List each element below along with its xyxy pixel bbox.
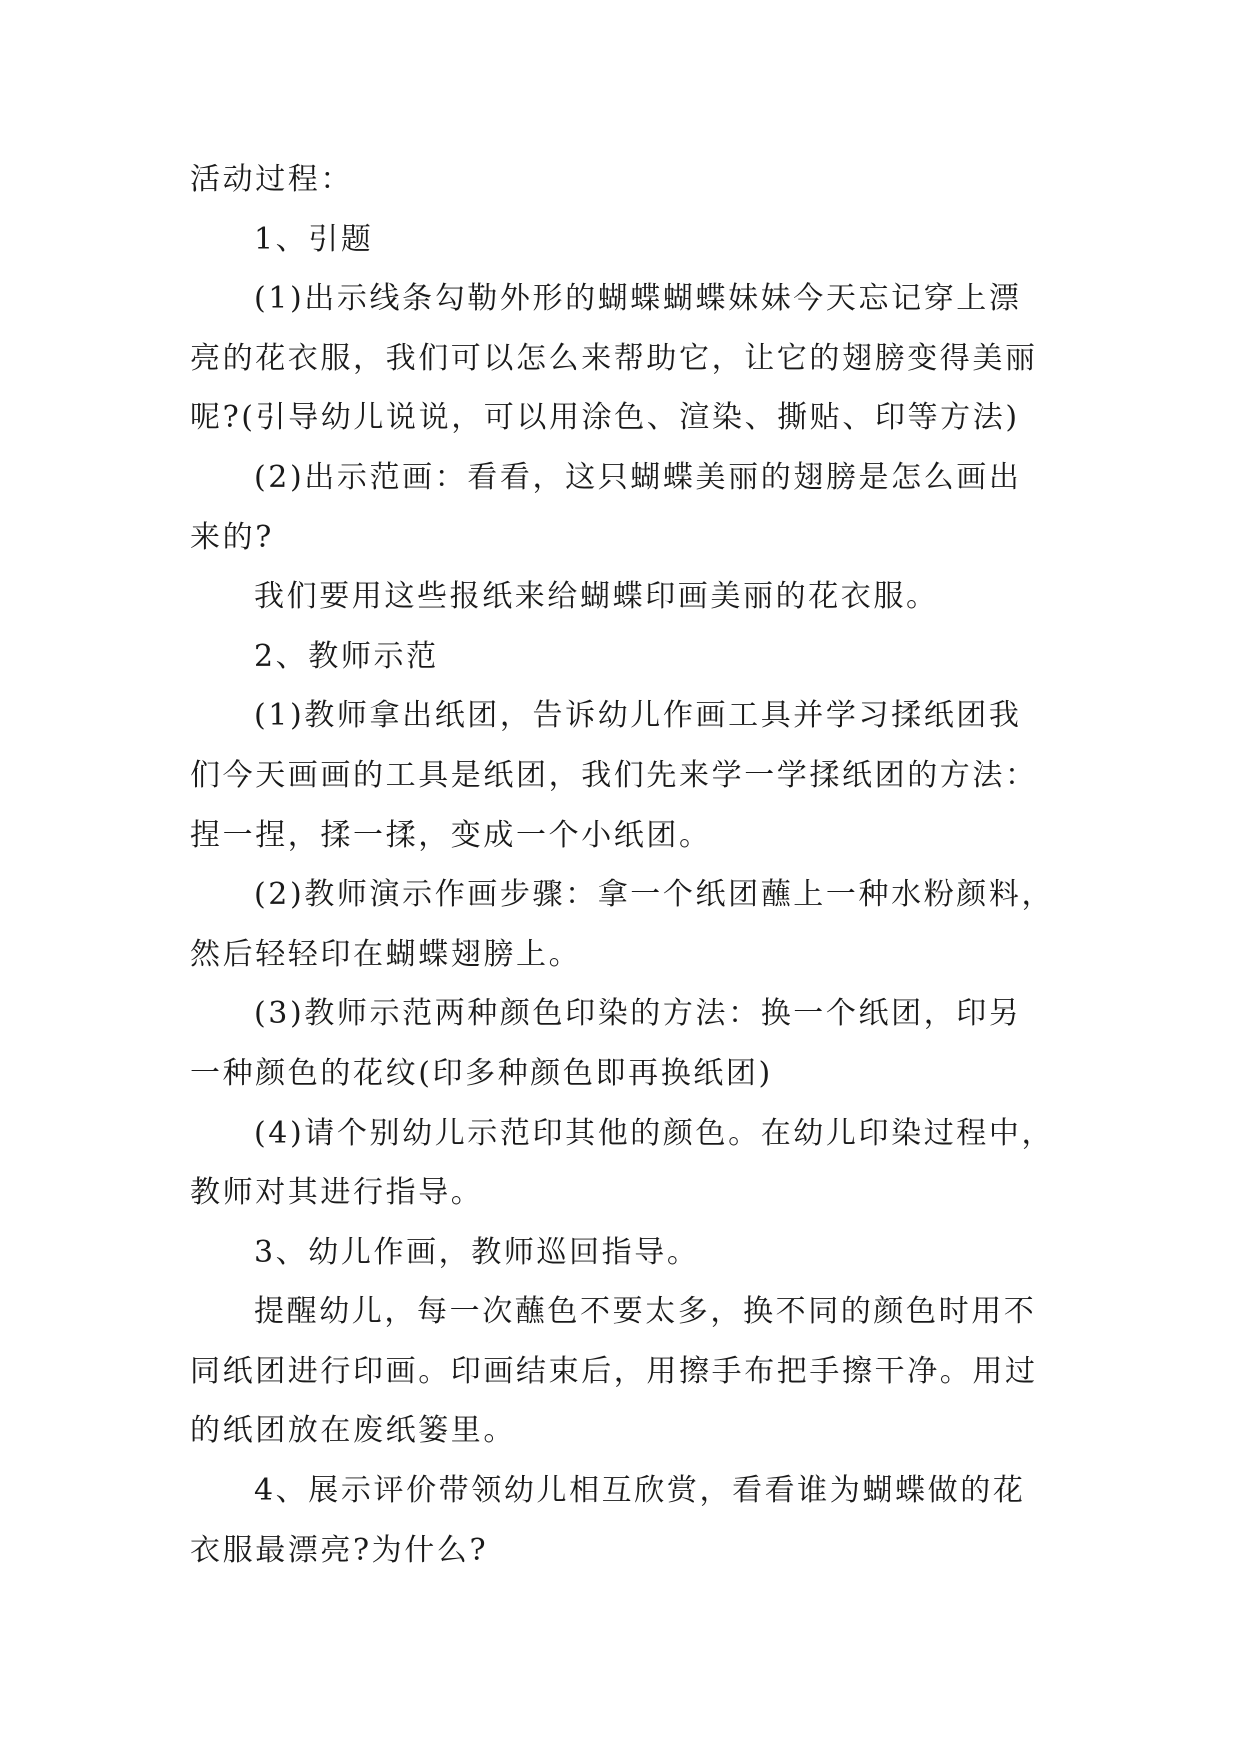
text-line: 3、幼儿作画，教师巡回指导。 [254,1234,700,1270]
text-line: (3)教师示范两种颜色印染的方法：换一个纸团，印另 [254,996,1022,1032]
text-line: 同纸团进行印画。印画结束后，用擦手布把手擦干净。用过 [190,1353,1038,1389]
text-line: 来的? [190,519,274,555]
text-line: 亮的花衣服，我们可以怎么来帮助它，让它的翅膀变得美丽 [190,340,1038,376]
text-line: 2、教师示范 [254,638,439,674]
text-line: (1)出示线条勾勒外形的蝴蝶蝴蝶妹妹今天忘记穿上漂 [254,281,1022,317]
text-line: 然后轻轻印在蝴蝶翅膀上。 [190,936,582,972]
text-line: 的纸团放在废纸篓里。 [190,1413,516,1449]
text-line: 教师对其进行指导。 [190,1175,484,1211]
text-line: (2)出示范画：看看，这只蝴蝶美丽的翅膀是怎么画出 [254,459,1022,495]
text-line: 提醒幼儿，每一次蘸色不要太多，换不同的颜色时用不 [254,1294,1037,1330]
text-line: 我们要用这些报纸来给蝴蝶印画美丽的花衣服。 [254,579,939,615]
document-body [190,150,1060,1580]
text-line: 衣服最漂亮?为什么? [190,1532,489,1568]
text-line: 活动过程： [190,162,353,197]
text-line: 捏一捏，揉一揉，变成一个小纸团。 [190,817,712,853]
text-line: 4、展示评价带领幼儿相互欣赏，看看谁为蝴蝶做的花 [254,1473,1026,1509]
text-line: 1、引题 [254,221,374,257]
text-line: (4)请个别幼儿示范印其他的颜色。在幼儿印染过程中， [254,1115,1055,1151]
text-line: 们今天画画的工具是纸团，我们先来学一学揉纸团的方法： [190,757,1038,793]
text-line: 呢?(引导幼儿说说，可以用涂色、渲染、撕贴、印等方法) [190,400,1020,436]
text-line: (2)教师演示作画步骤：拿一个纸团蘸上一种水粉颜料， [254,877,1055,913]
text-line: (1)教师拿出纸团，告诉幼儿作画工具并学习揉纸团我 [254,698,1022,734]
text-line: 一种颜色的花纹(印多种颜色即再换纸团) [190,1055,773,1091]
